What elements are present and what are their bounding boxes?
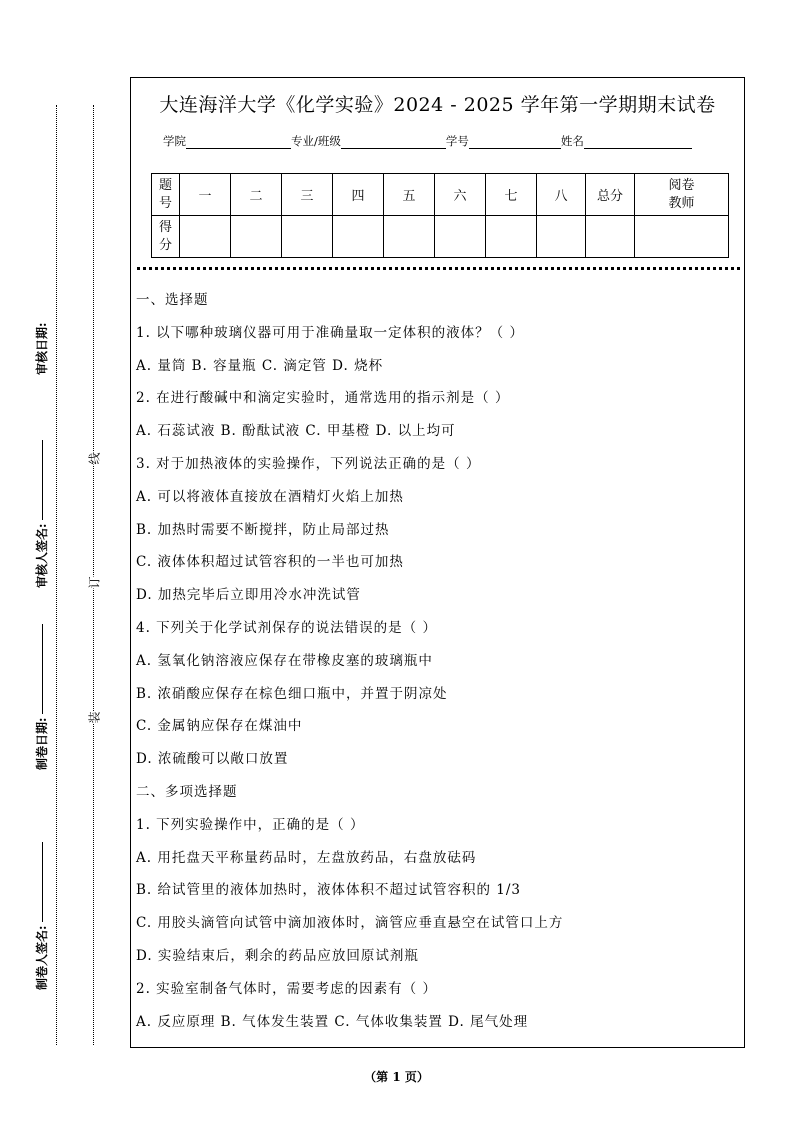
option-line: D. 浓硫酸可以敞口放置 <box>136 751 289 768</box>
college-label: 学院 <box>163 134 186 148</box>
score-cell-6[interactable] <box>435 216 486 258</box>
score-cell-1[interactable] <box>180 216 231 258</box>
option-line: A. 量筒 B. 容量瓶 C. 滴定管 D. 烧杯 <box>136 357 384 374</box>
maker-sign-text: 制卷人签名: <box>35 925 49 990</box>
question-line: 2. 实验室制备气体时，需要考虑的因素有（ ） <box>136 980 437 997</box>
option-line: A. 反应原理 B. 气体发生装置 C. 气体收集装置 D. 尾气处理 <box>136 1013 529 1030</box>
student-info-line <box>163 133 692 149</box>
section-heading: 二、多项选择题 <box>136 783 238 800</box>
score-cell-grader[interactable] <box>635 216 729 258</box>
student-id-field[interactable] <box>469 136 561 149</box>
score-col-6: 六 <box>435 174 486 216</box>
score-col-4: 四 <box>333 174 384 216</box>
score-col-5: 五 <box>384 174 435 216</box>
maker-date-label <box>33 624 50 770</box>
score-row-label: 得分 <box>152 216 180 258</box>
section-heading: 一、选择题 <box>136 292 209 308</box>
maker-sign-label <box>33 842 50 990</box>
question-line: 3. 对于加热液体的实验操作，下列说法正确的是（ ） <box>136 455 481 472</box>
option-line: C. 液体体积超过试管容积的一半也可加热 <box>136 554 404 571</box>
question-line: 4. 下列关于化学试剂保存的说法错误的是（ ） <box>136 619 437 636</box>
score-header-label: 题号 <box>152 174 180 216</box>
option-line: D. 实验结束后，剩余的药品应放回原试剂瓶 <box>136 947 419 964</box>
score-col-8: 八 <box>537 174 586 216</box>
option-line: A. 可以将液体直接放在酒精灯火焰上加热 <box>136 488 404 505</box>
score-col-3: 三 <box>282 174 333 216</box>
question-line: 1. 下列实验操作中，正确的是（ ） <box>136 816 365 833</box>
option-line: B. 给试管里的液体加热时，液体体积不超过试管容积的 1/3 <box>136 882 522 899</box>
option-line: A. 石蕊试液 B. 酚酞试液 C. 甲基橙 D. 以上均可 <box>136 423 456 440</box>
maker-date-blank[interactable] <box>40 624 43 714</box>
score-cell-7[interactable] <box>486 216 537 258</box>
score-cell-total[interactable] <box>586 216 635 258</box>
binding-char-line: 线 <box>84 452 105 464</box>
reviewer-sign-label <box>33 440 50 588</box>
score-col-total: 总分 <box>586 174 635 216</box>
score-col-2: 二 <box>231 174 282 216</box>
left-dotted-line <box>56 105 57 1045</box>
header-divider <box>137 267 740 270</box>
option-line: C. 金属钠应保存在煤油中 <box>136 718 303 735</box>
option-line: A. 氢氧化钠溶液应保存在带橡皮塞的玻璃瓶中 <box>136 652 433 669</box>
page-footer: （第 1 页） <box>364 1070 429 1084</box>
binding-char-bind: 装 <box>84 711 105 723</box>
reviewer-date-label <box>33 319 50 375</box>
question-list <box>136 290 736 1044</box>
score-cell-2[interactable] <box>231 216 282 258</box>
option-line: B. 加热时需要不断搅拌，防止局部过热 <box>136 521 390 538</box>
score-table <box>151 173 729 258</box>
question-line: 2. 在进行酸碱中和滴定实验时，通常选用的指示剂是（ ） <box>136 390 510 407</box>
option-line: B. 浓硝酸应保存在棕色细口瓶中，并置于阴凉处 <box>136 685 448 702</box>
score-col-7: 七 <box>486 174 537 216</box>
score-cell-4[interactable] <box>333 216 384 258</box>
score-col-1: 一 <box>180 174 231 216</box>
option-line: D. 加热完毕后立即用冷水冲洗试管 <box>136 587 361 604</box>
name-label: 姓名 <box>560 134 584 148</box>
exam-title: 大连海洋大学《化学实验》2024 - 2025 学年第一学期期末试卷 <box>159 94 716 116</box>
exam-frame <box>130 77 745 1048</box>
score-col-grader: 阅卷教师 <box>635 174 729 216</box>
option-line: C. 用胶头滴管向试管中滴加液体时，滴管应垂直悬空在试管口上方 <box>136 915 564 932</box>
maker-sign-blank[interactable] <box>40 842 43 922</box>
score-cell-5[interactable] <box>384 216 435 258</box>
score-cell-3[interactable] <box>282 216 333 258</box>
option-line: A. 用托盘天平称量药品时，左盘放药品，右盘放砝码 <box>136 849 477 866</box>
college-field[interactable] <box>186 136 291 149</box>
reviewer-sign-blank[interactable] <box>40 440 43 520</box>
maker-date-text: 制卷日期: <box>35 717 49 770</box>
name-field[interactable] <box>584 136 692 149</box>
binding-dotted-line <box>93 105 94 1045</box>
major-label: 专业/班级 <box>291 134 341 148</box>
binding-char-staple: 订 <box>84 576 105 588</box>
question-line: 1. 以下哪种玻璃仪器可用于准确量取一定体积的液体？（ ） <box>136 324 524 341</box>
reviewer-sign-text: 审核人签名: <box>35 523 49 588</box>
major-field[interactable] <box>341 136 446 149</box>
reviewer-date-text: 审核日期: <box>35 322 49 375</box>
score-cell-8[interactable] <box>537 216 586 258</box>
student-id-label: 学号 <box>445 134 469 148</box>
